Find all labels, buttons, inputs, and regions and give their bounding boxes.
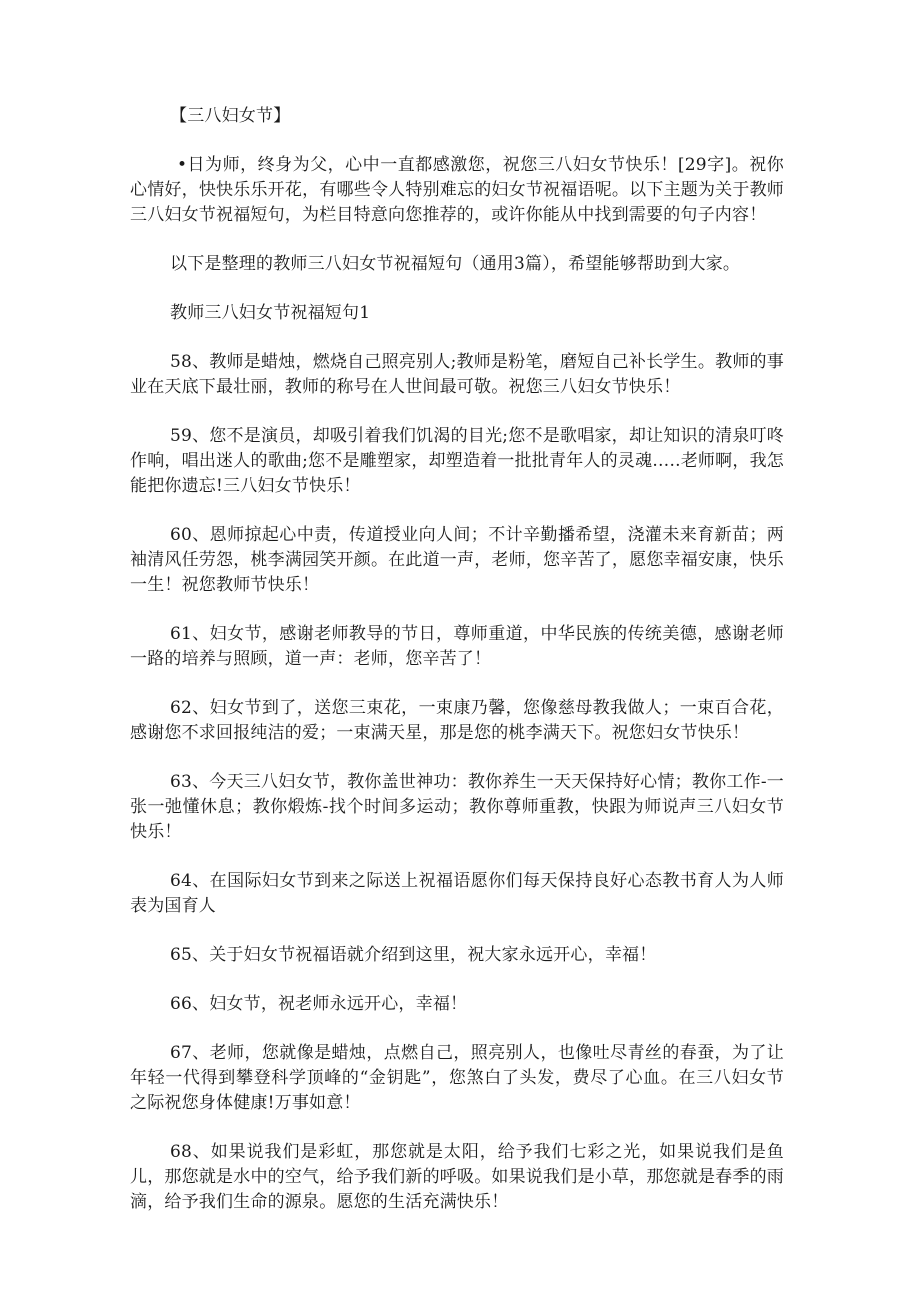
list-item: 65、关于妇女节祝福语就介绍到这里，祝大家永远开心，幸福！ [170,945,657,965]
list-item: 61、妇女节，感谢老师教导的节日，尊师重道，中华民族的传统美德，感谢老师一路的培养与照顾，道一声：老师，您辛苦了！ [130,624,784,669]
list-item: 68、如果说我们是彩虹，那您就是太阳，给予我们七彩之光，如果说我们是鱼儿，那您就是水中的空气，给予我们新的呼吸。如果说我们是小草，那您就是春季的雨滴，给予我们生命的源泉。愿您的生活充满快乐！ [130,1142,784,1212]
list-item: 67、老师，您就像是蜡烛，点燃自己，照亮别人，也像吐尽青丝的春蚕，为了让年轻一代得到攀登科学顶峰的“金钥匙”，您煞白了头发，费尽了心血。在三八妇女节之际祝您身体健康!万事如意！ [130,1043,784,1113]
list-item: 64、在国际妇女节到来之际送上祝福语愿你们每天保持良好心态教书育人为人师表为国育人 [130,871,784,916]
list-item: 60、恩师掠起心中责，传道授业向人间；不计辛勤播希望，浇灌未来育新苗；两袖清风任劳怨，桃李满园笑开颜。在此道一声，老师，您辛苦了，愿您幸福安康，快乐一生！祝您教师节快乐！ [130,525,784,595]
list-item: 63、今天三八妇女节，教你盖世神功：教你养生一天天保持好心情；教你工作-一张一弛懂休息；教你煅炼-找个时间多运动；教你尊师重教，快跟为师说声三八妇女节快乐！ [130,772,784,842]
document-body [130,104,784,1239]
section-heading: 教师三八妇女节祝福短句1 [170,303,371,323]
list-item: 62、妇女节到了，送您三束花，一束康乃馨，您像慈母教我做人；一束百合花，感谢您不求回报纯洁的爱；一束满天星，那是您的桃李满天下。祝您妇女节快乐！ [130,698,784,743]
list-item: 58、教师是蜡烛，燃烧自己照亮别人;教师是粉笔，磨短自己补长学生。教师的事业在天底下最壮丽，教师的称号在人世间最可敬。祝您三八妇女节快乐！ [130,352,784,397]
list-item: 59、您不是演员，却吸引着我们饥渴的目光;您不是歌唱家，却让知识的清泉叮咚作响，唱出迷人的歌曲;您不是雕塑家，却塑造着一批批青年人的灵魂…..老师啊，我怎能把你遗忘!三八妇女节快乐！ [130,426,784,496]
lead-paragraph: 以下是整理的教师三八妇女节祝福短句（通用3篇），希望能够帮助到大家。 [170,254,741,274]
list-item: 66、妇女节，祝老师永远开心，幸福！ [170,994,468,1014]
intro-paragraph: •日为师，终身为父，心中一直都感激您，祝您三八妇女节快乐！[29字]。祝你心情好，快快乐乐开花，有哪些令人特别难忘的妇女节祝福语呢。以下主题为关于教师三八妇女节祝福短句，为栏目特意向您推荐的，或许你能从中找到需要的句子内容！ [130,155,784,225]
document-title: 【三八妇女节】 [170,106,291,126]
